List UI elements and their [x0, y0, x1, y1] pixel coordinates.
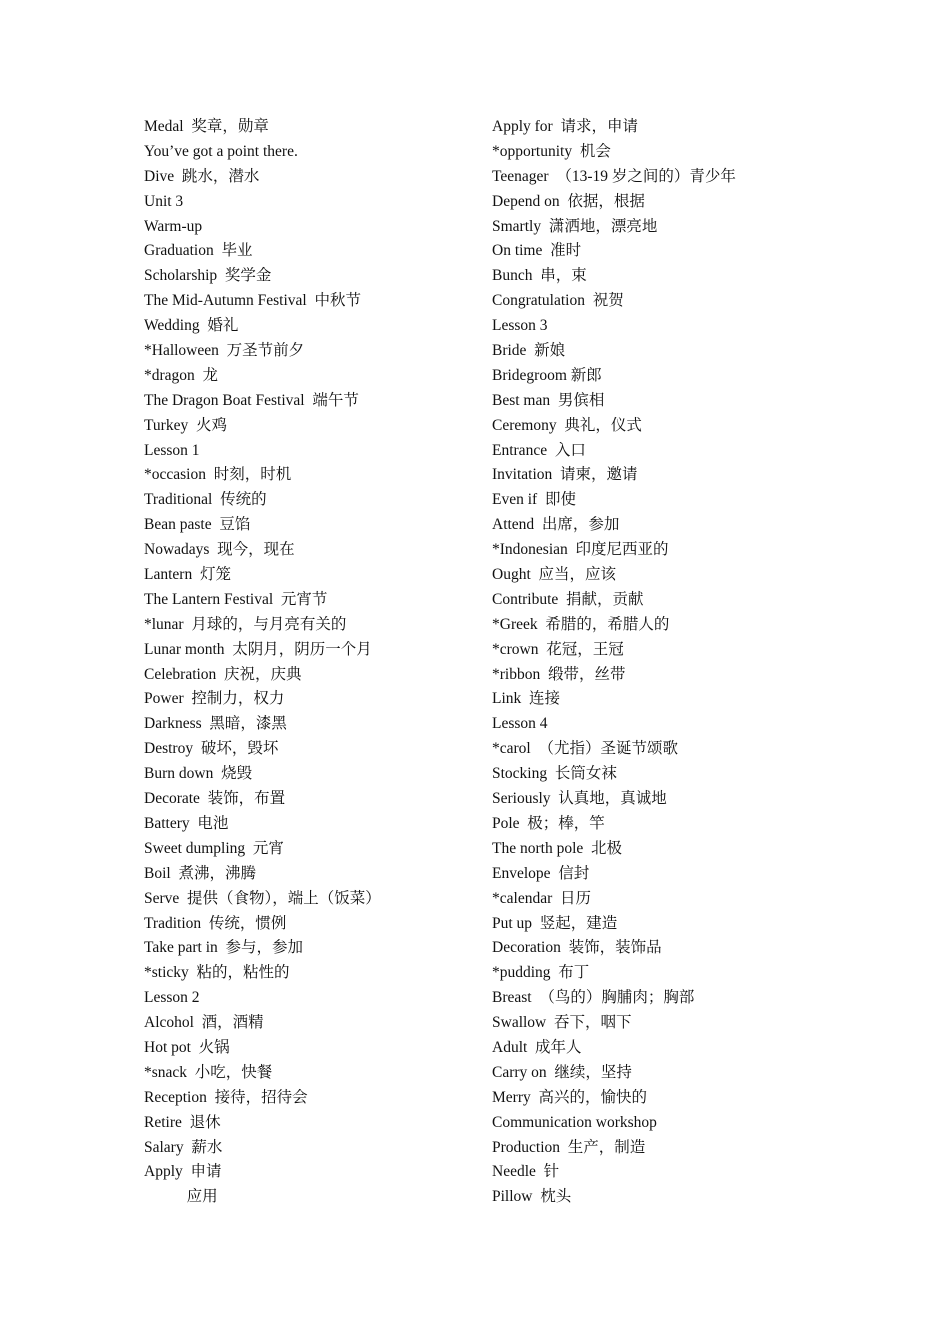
- vocabulary-entry: Traditional 传统的: [144, 491, 267, 509]
- vocabulary-entry: Adult 成年人: [492, 1038, 582, 1056]
- vocabulary-entry: Nowadays 现今，现在: [144, 541, 295, 559]
- vocabulary-entry: Destroy 破坏，毁坏: [144, 740, 279, 758]
- vocabulary-entry: Dive 跳水，潜水: [144, 167, 260, 185]
- vocabulary-entry: Darkness 黑暗，漆黑: [144, 715, 287, 733]
- vocabulary-entry: Seriously 认真地，真诚地: [492, 790, 667, 808]
- vocabulary-entry: *dragon 龙: [144, 366, 219, 384]
- vocabulary-entry: Sweet dumpling 元宵: [144, 839, 284, 857]
- vocabulary-entry: Boil 煮沸，沸腾: [144, 864, 256, 882]
- vocabulary-entry: Teenager （13-19 岁之间的）青少年: [492, 167, 736, 185]
- vocabulary-entry: Link 连接: [492, 690, 561, 708]
- vocabulary-entry: Pole 极；棒，竿: [492, 814, 605, 832]
- vocabulary-entry: Even if 即使: [492, 491, 576, 509]
- vocabulary-entry: *Indonesian 印度尼西亚的: [492, 541, 669, 559]
- vocabulary-entry: Lesson 1: [144, 441, 200, 459]
- vocabulary-entry: *pudding 布丁: [492, 964, 590, 982]
- vocabulary-entry: The Lantern Festival 元宵节: [144, 590, 328, 608]
- vocabulary-entry: Hot pot 火锅: [144, 1038, 230, 1056]
- vocabulary-entry: Scholarship 奖学金: [144, 267, 272, 285]
- vocabulary-entry: Lesson 2: [144, 989, 200, 1007]
- vocabulary-entry: Power 控制力，权力: [144, 690, 285, 708]
- vocabulary-entry: Put up 竖起，建造: [492, 914, 618, 932]
- vocabulary-entry: Communication workshop: [492, 1113, 657, 1131]
- vocabulary-entry: Retire 退休: [144, 1113, 221, 1131]
- vocabulary-entry: Decorate 装饰，布置: [144, 790, 286, 808]
- vocabulary-entry: *sticky 粘的，粘性的: [144, 964, 290, 982]
- vocabulary-entry: Lantern 灯笼: [144, 566, 231, 584]
- vocabulary-entry: Carry on 继续，坚持: [492, 1063, 632, 1081]
- vocabulary-entry: Wedding 婚礼: [144, 317, 239, 335]
- vocabulary-entry: Turkey 火鸡: [144, 416, 227, 434]
- vocabulary-entry: *lunar 月球的，与月亮有关的: [144, 615, 347, 633]
- vocabulary-entry: You’ve got a point there.: [144, 142, 298, 160]
- vocabulary-entry: Medal 奖章，勋章: [144, 118, 269, 135]
- vocabulary-entry: Take part in 参与，参加: [144, 939, 304, 957]
- vocabulary-entry: Bride 新娘: [492, 342, 566, 360]
- vocabulary-entry: Swallow 吞下，咽下: [492, 1014, 632, 1032]
- vocabulary-entry: Lesson 3: [492, 317, 548, 335]
- vocabulary-entry: The Mid-Autumn Festival 中秋节: [144, 292, 361, 310]
- vocabulary-entry: *snack 小吃，快餐: [144, 1063, 273, 1081]
- vocabulary-entry: Attend 出席，参加: [492, 516, 620, 534]
- vocabulary-entry: *Halloween 万圣节前夕: [144, 342, 305, 360]
- vocabulary-entry: Bridegroom 新郎: [492, 366, 602, 384]
- vocabulary-entry: Alcohol 酒，酒精: [144, 1014, 264, 1032]
- vocabulary-entry: Lunar month 太阴月，阴历一个月: [144, 640, 372, 658]
- vocabulary-entry: *occasion 时刻，时机: [144, 466, 292, 484]
- vocabulary-entry: Congratulation 祝贺: [492, 292, 624, 310]
- vocabulary-entry: Tradition 传统，惯例: [144, 914, 287, 932]
- vocabulary-entry: Graduation 毕业: [144, 242, 253, 260]
- vocabulary-entry: *crown 花冠，王冠: [492, 640, 624, 658]
- vocabulary-entry: Envelope 信封: [492, 864, 590, 882]
- vocabulary-column-right: [492, 115, 736, 1210]
- vocabulary-entry: Best man 男傧相: [492, 391, 605, 409]
- vocabulary-entry: Decoration 装饰，装饰品: [492, 939, 662, 957]
- vocabulary-entry: The Dragon Boat Festival 端午节: [144, 391, 359, 409]
- vocabulary-entry: Unit 3: [144, 192, 184, 210]
- vocabulary-entry: Reception 接待，招待会: [144, 1088, 308, 1106]
- vocabulary-entry: Bean paste 豆馅: [144, 516, 251, 534]
- vocabulary-entry: Stocking 长筒女袜: [492, 765, 617, 783]
- vocabulary-entry: *ribbon 缎带，丝带: [492, 665, 626, 683]
- vocabulary-entry: *opportunity 机会: [492, 142, 611, 160]
- vocabulary-entry: Invitation 请柬，邀请: [492, 466, 638, 484]
- vocabulary-entry: Celebration 庆祝，庆典: [144, 665, 302, 683]
- vocabulary-entry: Apply 申请: [144, 1163, 222, 1181]
- vocabulary-entry: On time 准时: [492, 242, 582, 260]
- vocabulary-entry: Salary 薪水: [144, 1138, 223, 1156]
- vocabulary-entry: Bunch 串，束: [492, 267, 587, 285]
- vocabulary-entry: Merry 高兴的，愉快的: [492, 1088, 647, 1106]
- vocabulary-entry: *Greek 希腊的，希腊人的: [492, 615, 670, 633]
- vocabulary-column-left: [144, 115, 381, 1210]
- vocabulary-entry: Battery 电池: [144, 814, 229, 832]
- vocabulary-entry: Burn down 烧毁: [144, 765, 253, 783]
- vocabulary-entry: *carol （尤指）圣诞节颂歌: [492, 740, 678, 758]
- vocabulary-entry: The north pole 北极: [492, 839, 623, 857]
- vocabulary-entry: Needle 针: [492, 1163, 560, 1181]
- vocabulary-entry: Production 生产，制造: [492, 1138, 646, 1156]
- vocabulary-entry: Ought 应当，应该: [492, 566, 617, 584]
- vocabulary-entry: Breast （鸟的）胸脯肉；胸部: [492, 989, 695, 1007]
- vocabulary-entry: Apply for 请求，申请: [492, 118, 638, 135]
- vocabulary-entry: Entrance 入口: [492, 441, 586, 459]
- vocabulary-entry: Warm-up: [144, 217, 203, 235]
- vocabulary-entry: Depend on 依据，根据: [492, 192, 645, 210]
- vocabulary-entry: Ceremony 典礼，仪式: [492, 416, 642, 434]
- vocabulary-entry: Lesson 4: [492, 715, 548, 733]
- vocabulary-entry: *calendar 日历: [492, 889, 591, 907]
- vocabulary-entry: 应用: [144, 1188, 218, 1206]
- vocabulary-entry: Pillow 枕头: [492, 1188, 572, 1206]
- vocabulary-entry: Contribute 捐献，贡献: [492, 590, 644, 608]
- vocabulary-entry: Serve 提供（食物），端上（饭菜）: [144, 889, 381, 907]
- vocabulary-entry: Smartly 潇洒地，漂亮地: [492, 217, 658, 235]
